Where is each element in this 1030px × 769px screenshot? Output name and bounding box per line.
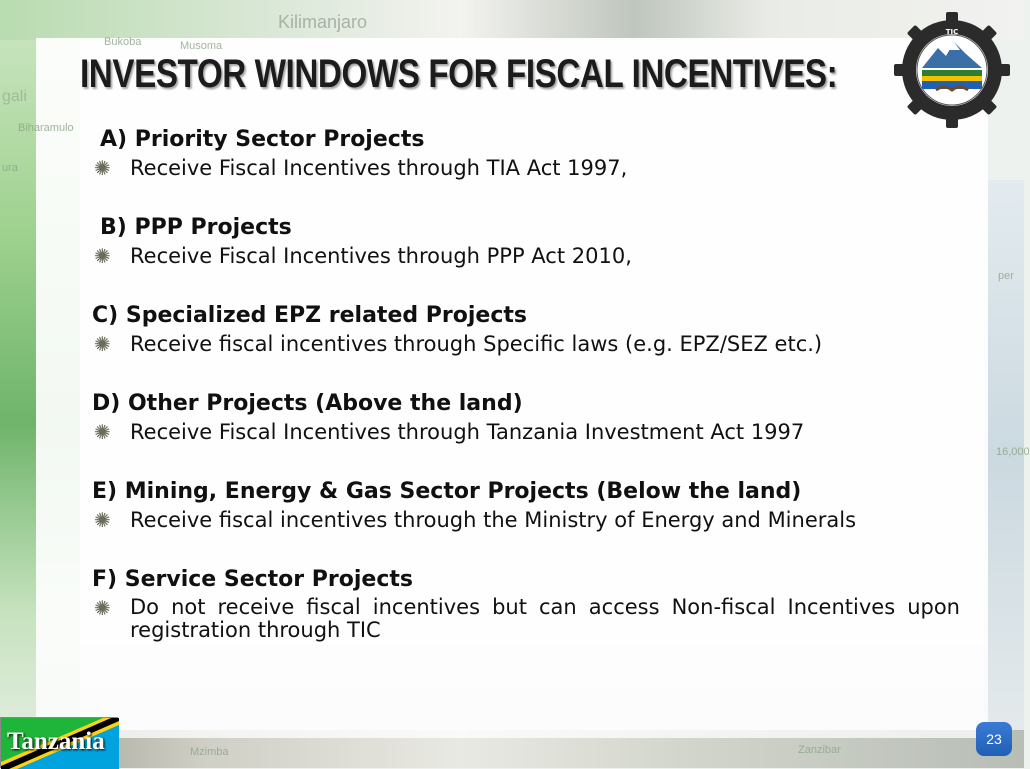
list-item: [92, 506, 962, 534]
background-top-band: [0, 0, 1024, 40]
background-right-band: [984, 180, 1024, 740]
section-heading: C) Specialized EPZ related Projects: [92, 303, 527, 328]
sun-bullet-icon: ✺: [94, 596, 111, 620]
section-epz: [92, 302, 962, 358]
flag-label: Tanzania: [7, 728, 105, 755]
section-service-sector: [92, 566, 962, 642]
map-label-zanzibar: Zanzibar: [798, 744, 841, 756]
section-heading: B) PPP Projects: [100, 215, 292, 240]
section-priority-sector: [92, 126, 962, 182]
gear-logo-icon: [892, 10, 1012, 130]
list-item: [92, 594, 962, 642]
sun-bullet-icon: ✺: [94, 244, 111, 268]
bullet-text: Receive Fiscal Incentives through Tanzania Investment Act 1997: [130, 420, 805, 444]
section-mining-energy-gas: [92, 478, 962, 534]
section-heading: E) Mining, Energy & Gas Sector Projects (Below the land): [92, 479, 802, 504]
section-other-projects: [92, 390, 962, 446]
map-label-per: per: [998, 270, 1014, 282]
sun-bullet-icon: ✺: [94, 332, 111, 356]
sun-bullet-icon: ✺: [94, 420, 111, 444]
map-label-musoma: Musoma: [180, 40, 223, 52]
list-item: [92, 154, 962, 182]
tanzania-flag-badge: [0, 717, 118, 768]
map-label-biharamulo: Biharamulo: [18, 122, 74, 134]
list-item: [92, 330, 962, 358]
incentive-sections: [92, 126, 962, 642]
section-heading: A) Priority Sector Projects: [100, 127, 425, 152]
slide-title: INVESTOR WINDOWS FOR FISCAL INCENTIVES:: [80, 52, 838, 96]
bullet-text: Receive fiscal incentives through Specific laws (e.g. EPZ/SEZ etc.): [130, 332, 823, 356]
map-label-number: 16,000: [996, 446, 1030, 458]
map-label-bukoba: Bukoba: [104, 36, 142, 48]
section-heading: F) Service Sector Projects: [92, 567, 414, 592]
section-ppp: [92, 214, 962, 270]
list-item: [92, 418, 962, 446]
svg-text:TIC: TIC: [945, 28, 959, 36]
bullet-text: Do not receive fiscal incentives but can access Non-fiscal Incentives upon registration through TIC: [130, 595, 960, 642]
bullet-text: Receive Fiscal Incentives through TIA Act 1997,: [130, 156, 628, 180]
list-item: [92, 242, 962, 270]
bullet-text: Receive Fiscal Incentives through PPP Act 2010,: [130, 244, 632, 268]
tanzania-investment-centre-logo: [892, 10, 1012, 130]
map-label-ura: ura: [2, 162, 18, 174]
map-label-gali: gali: [2, 88, 27, 105]
map-label-mzimba: Mzimba: [190, 746, 229, 758]
sun-bullet-icon: ✺: [94, 508, 111, 532]
map-label-kilimanjaro: Kilimanjaro: [278, 12, 368, 32]
page-number-badge: 23: [976, 722, 1012, 756]
sun-bullet-icon: ✺: [94, 156, 111, 180]
bullet-text: Receive fiscal incentives through the Ministry of Energy and Minerals: [130, 508, 857, 532]
section-heading: D) Other Projects (Above the land): [92, 391, 523, 416]
